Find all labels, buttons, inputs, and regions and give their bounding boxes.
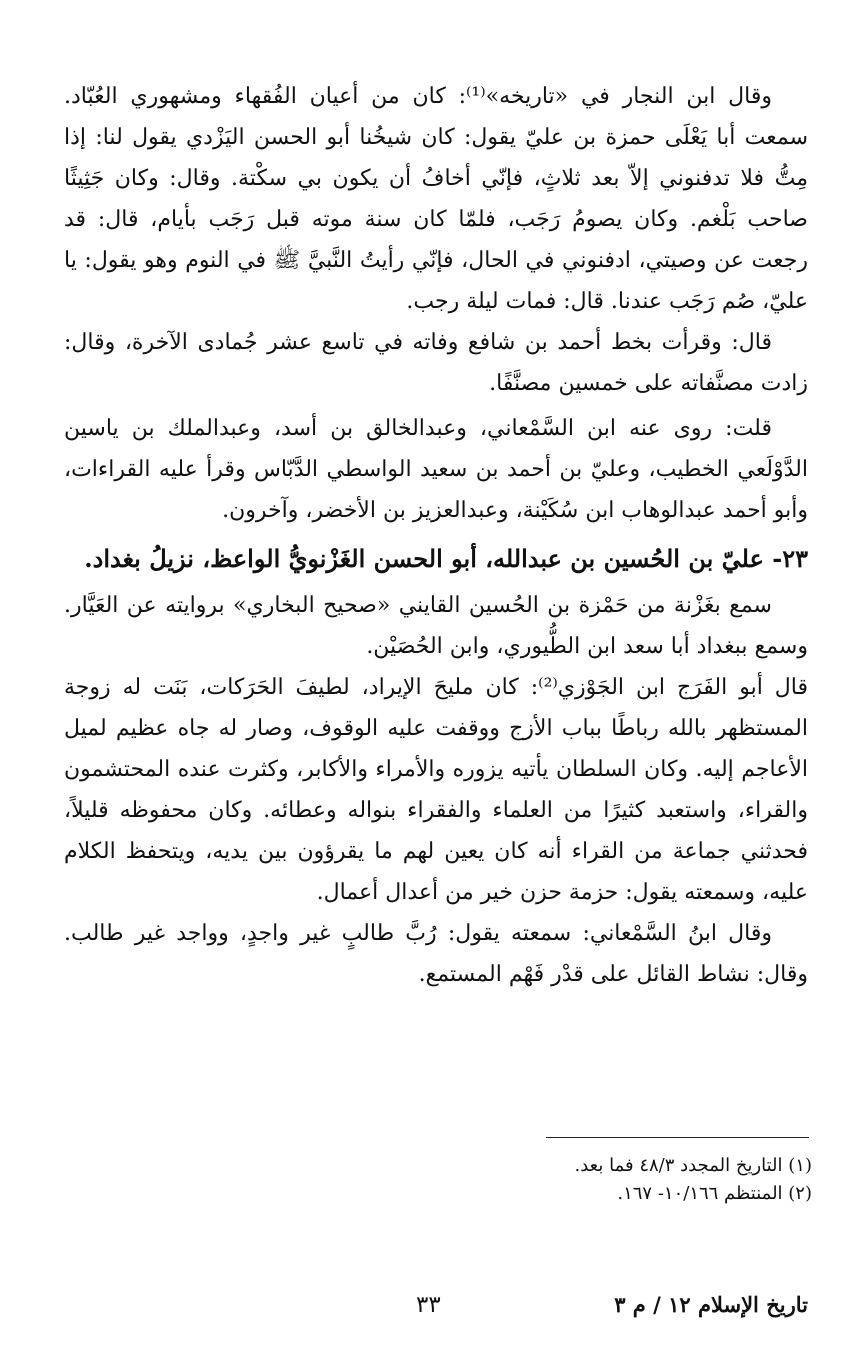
page-footer [60,1285,808,1325]
entry-paragraph: وقال ابنُ السَّمْعاني: سمعته يقول: رُبَّ طالبٍ غير واجدٍ، وواجد غير طالب. وقال: نشاط القائل على قدْر فَهْم المستمع. [64,921,808,987]
footnotes [300,1152,812,1208]
page-number: ٣٣ [416,1292,441,1318]
entry-paragraph: قال أبو الفَرَج ابن الجَوْزي⁽²⁾: كان مليحَ الإيراد، لطيفَ الحَرَكات، بَنَت له زوجة المستظهر بالله رباطًا بباب الأزج ووقفت عليه الوقوف، وصار له جاه عظيم لميل الأعاجم إليه. وكان السلطان يأتيه يزوره والأمراء والأكابر، وكثرت عنده المحتشمون والقراء، واستعبد كثيرًا من العلماء والفقراء بنواله وعطائه. وكان محفوظه قليلاً، فحدثني جماعة من القراء أنه كان يعين لهم ما يقرؤون بين يديه، ويتحفظ الكلام عليه، وسمعته يقول: حزمة حزن خير من أعدال أعمال. [64,675,808,905]
body-paragraph: قلت: روى عنه ابن السَّمْعاني، وعبدالخالق بن أسد، وعبدالملك بن ياسين الدَّوْلَعي الخطيب، وعليّ بن أحمد بن سعيد الواسطي الدَّبّاس وقرأ عليه القراءات، وأبو أحمد عبدالوهاب ابن سُكَيْنة، وعبدالعزيز بن الأخضر، وآخرون. [64,416,808,523]
biography-entry-heading: ٢٣- عليّ بن الحُسين بن عبدالله، أبو الحسن الغَزْنويُّ الواعظ، نزيلُ بغداد. [84,544,808,573]
main-text-block [64,76,808,995]
footnote-divider [546,1137,809,1138]
entry-paragraph: سمع بغَزْنة من حَمْزة بن الحُسين القايني «صحيح البخاري» بروايته عن العَيَّار. وسمع ببغداد أبا سعد ابن الطُّيوري، وابن الحُصَيْن. [64,593,808,659]
footnote-item: (١) التاريخ المجدد ٤٨/٣ فما بعد. [574,1155,812,1176]
footnote-item: (٢) المنتظم ١٠/١٦٦- ١٦٧. [617,1183,812,1204]
body-paragraph: وقال ابن النجار في «تاريخه»⁽¹⁾: كان من أعيان الفُقهاء ومشهوري العُبّاد. سمعت أبا يَعْلَى حمزة بن عليّ يقول: كان شيخُنا أبو الحسن اليَزْدي يقول لنا: إذا مِتُّ فلا تدفنوني إلاّ بعد ثلاثٍ، فإنّي أخافُ أن يكون بي سكْتة. وقال: وكان جَثِيثًا صاحب بَلْغم. وكان يصومُ رَجَب، فلمّا كان سنة موته قبل رَجَب بأيام، قال: قد رجعت عن وصيتي، ادفنوني في الحال، فإنّي رأيتُ النَّبيَّ ﷺ في النوم وهو يقول: يا عليّ، صُم رَجَب عندنا. قال: فمات ليلة رجب. [64,84,808,314]
body-paragraph: قال: وقرأت بخط أحمد بن شافع وفاته في تاسع عشر جُمادى الآخرة، وقال: زادت مصنَّفاته على خمسين مصنَّفًا. [64,330,808,396]
book-volume-title: تاريخ الإسلام ١٢ / م ٣ [614,1292,808,1317]
